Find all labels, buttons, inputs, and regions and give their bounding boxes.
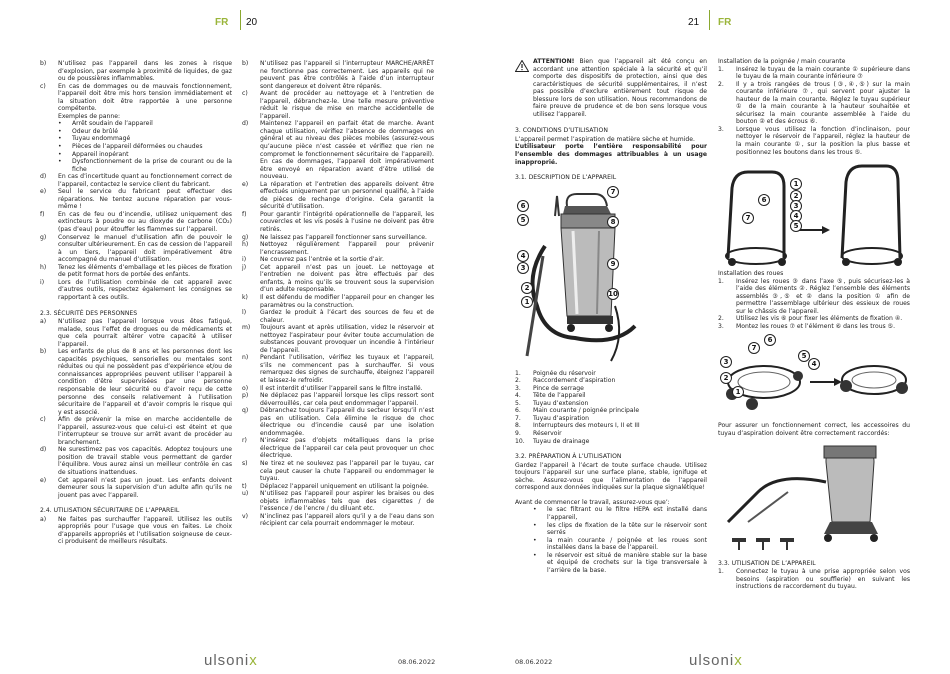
page-number: 21 (688, 17, 700, 28)
item-label: d) (40, 173, 47, 181)
item-text: En cas de feu ou d’incendie, utilisez uniquement des extincteurs à poudre ou au dioxyde de carbone (CO₂) (pas d’eau) pour étouffer les flammes sur l’appareil. (58, 210, 232, 234)
item-label: c) (40, 82, 46, 90)
list-item (242, 211, 434, 234)
item-text: Maintenez l’appareil en parfait état de marche. Avant chaque utilisation, vérifiez l’absence de dommages en général et au niveau des pièces mobiles (assurez-vous qu’aucune pièce n’est cassée et vérifiez que rien ne compromet le fonctionnement sécuritaire de l’appareil). En cas de dommages, l’appareil doit impérativement être envoyé en réparation avant d’être utilisé de nouveau. (260, 120, 434, 181)
item-text: Il est interdit d’utiliser l’appareil sans le filtre installé. (260, 384, 423, 392)
item-text: Ne couvrez pas l’entrée et la sortie d’air. (260, 256, 384, 264)
wheels-illustration (718, 332, 910, 422)
list-item (40, 348, 232, 416)
section-3-text: L’appareil permet l’aspiration de matière sèche et humide. (515, 135, 695, 143)
item-text: Afin de prévenir la mise en marche accidentelle de l’appareil, assurez-vous que celui-ci est éteint et que l’interrupteur se trouve sur arrêt avant de procéder au branchement. (58, 416, 232, 446)
callout-number: 7 (742, 212, 754, 224)
item-number: 1. (515, 369, 521, 377)
list-item (40, 446, 232, 476)
item-text: La réparation et l’entretien des appareils doivent être effectués uniquement par un personnel qualifié, à l’aide de pièces de rechange d’origine. Cela garantit la sécurité d’utilisation. (260, 180, 434, 211)
item-text: Cet appareil n’est pas un jouet. Les enfants doivent demeurer sous la supervision d’un adulte afin qu’ils ne jouent pas avec l’appareil. (58, 476, 232, 499)
list-item (242, 385, 434, 393)
bullet-dot: • (58, 143, 62, 151)
item-text: Réservoir (533, 430, 562, 438)
item-label: e) (40, 476, 47, 484)
item-label: h) (40, 263, 47, 271)
item-number: 2. (718, 80, 724, 88)
wheels-install-title: Installation des roues (718, 270, 784, 278)
list-item (242, 483, 434, 491)
item-number: 2. (718, 315, 724, 323)
header-divider (709, 10, 710, 30)
bullet-dot: • (533, 506, 537, 514)
parts-list-item (515, 370, 707, 378)
callout-number: 6 (758, 194, 770, 206)
callout-number: 7 (748, 342, 760, 354)
parts-list (515, 370, 707, 445)
item-text: Il y a trois rangées de trous (③,④,⑤) sur la main courante inférieure ⑦, qui servent pour ajuster la hauteur de la main courante. Réglez le tuyau supérieur ① de la main courante à la hauteur souhaitée et sécurisez la main courante assemblée à l’aide du bouton ② et des écrous ⑥. (736, 80, 910, 126)
callout-number: 6 (764, 334, 776, 346)
item-text: Ne laissez pas l’appareil fonctionner sans surveillance. (260, 233, 427, 241)
item-text: Tenez les éléments d’emballage et les pièces de fixation de petit format hors de portée des enfants. (58, 263, 232, 279)
language-label: FR (215, 17, 229, 28)
callout-number: 10 (608, 289, 618, 298)
item-label: g) (242, 233, 249, 241)
callout-number: 2 (720, 372, 732, 384)
item-text: Seul le service du fabricant peut effectuer des réparations. Ne tentez aucune réparation par vous-même ! (58, 188, 232, 211)
section-3-2-text: Gardez l’appareil à l’écart de toute surface chaude. Utilisez toujours l’appareil sur une surface plane, stable, ignifuge et sèche. Assurez-vous que l’alimentation de l’appareil correspond aux données indiquées sur la plaque signalétique! (515, 461, 707, 492)
list-item (40, 477, 232, 500)
callout-number: 5 (517, 214, 529, 226)
bullet-text: Odeur de brûlé (72, 127, 118, 135)
item-text: Nettoyez régulièrement l’appareil pour prévenir l’encrassement. (260, 241, 434, 256)
item-number: 3. (515, 384, 521, 392)
item-label: q) (242, 407, 249, 415)
checklist-text: la main courante / poignée et les roues sont installées dans la base de l’appareil. (547, 536, 707, 552)
checklist-text: le réservoir est situé de manière stable sur la base et équipé de crochets sur la tige transversale à l’arrière de la base. (547, 551, 707, 574)
left-column-2 (242, 60, 434, 528)
list-item (40, 264, 232, 279)
bullet-item (58, 158, 232, 173)
item-text: Gardez le produit à l’écart des sources de feu et de chaleur. (260, 309, 434, 324)
parts-list-item (515, 438, 707, 446)
item-number: 7. (515, 414, 521, 422)
item-number: 10. (515, 437, 525, 445)
list-item (242, 513, 434, 528)
item-label: g) (40, 233, 47, 241)
callout-number: 1 (732, 386, 744, 398)
handle-step (718, 126, 910, 156)
callout-number: 7 (607, 186, 619, 198)
section-3-1-title: 3.1. DESCRIPTION DE L’APPAREIL (515, 174, 617, 182)
parts-list-item (515, 407, 707, 415)
list-item (40, 211, 232, 234)
section-3-title: 3. CONDITIONS D’UTILISATION (515, 127, 608, 135)
item-text: N’inclinez pas l’appareil alors qu’il y a de l’eau dans son récipient car cela pourrait endommager le moteur. (260, 512, 434, 528)
item-text: Utilisez les vis ⑥ pour fixer les éléments de fixation ④. (736, 315, 903, 323)
item-label: a) (40, 318, 47, 326)
bullet-item (58, 120, 232, 128)
item-label: i) (242, 256, 247, 264)
callout-number: 3 (517, 262, 529, 274)
item-label: i) (40, 278, 45, 286)
list-item (242, 241, 434, 256)
item-text: Insérez les roues ③ dans l’axe ⑤, puis sécurisez-les à l’aide des éléments ②. Réglez l’ensemble des éléments assemblés ③,⑤ et ② dans la position ① afin de permettre l’assemblage ultérieur des essieux de roues sur le châssis de l’appareil. (736, 277, 910, 315)
callout-number: 5 (798, 350, 810, 362)
bullet-text: Dysfonctionnement de la prise de courant ou de la fiche (72, 158, 232, 173)
bullet-text: Tuyau endommagé (72, 135, 131, 143)
bullet-dot: • (58, 127, 62, 135)
list-item (242, 437, 434, 460)
left-column-1 (40, 60, 232, 546)
section-heading: 2.3. SÉCURITÉ DES PERSONNES (40, 309, 138, 317)
item-text: Conservez le manuel d’utilisation afin de pouvoir le consulter ultérieurement. En cas de cession de l’appareil à un tiers, l’appareil doit impérativement être accompagné du manuel d’utilisation. (58, 233, 232, 264)
item-label: l) (242, 309, 247, 317)
bullet-dot: • (58, 150, 62, 158)
item-label: b) (40, 60, 47, 67)
list-item (242, 407, 434, 437)
language-label: FR (718, 17, 732, 28)
bullet-text: Appareil inopérant (72, 150, 129, 158)
wheel-steps (718, 278, 910, 331)
list-item (242, 294, 434, 309)
item-label: m) (242, 324, 251, 332)
item-label: b) (40, 348, 47, 356)
attention-block (515, 58, 707, 118)
list-item (242, 60, 434, 90)
item-label: p) (242, 392, 249, 400)
list-item (242, 490, 434, 513)
item-text: Main courante / poignée principale (533, 407, 640, 415)
item-label: c) (242, 90, 248, 98)
section-3-3-title: 3.3. UTILISATION DE L’APPAREIL (718, 559, 816, 567)
item-label: c) (40, 416, 46, 424)
list-item (242, 264, 434, 294)
list-item (242, 324, 434, 354)
item-number: 1. (718, 65, 724, 73)
item-text: Tuyau de drainage (533, 437, 590, 445)
section-3-responsibility: L’utilisateur porte l’entière responsabilité pour l’ensemble des dommages attribuables à un usage inapproprié. (515, 143, 707, 166)
list-item (242, 234, 434, 242)
usage-step: 1. Connectez le tuyau à une prise appropriée selon vos besoins (aspiration ou soufflerie) en suivant les instructions de raccordement du tuyau. (718, 568, 910, 591)
callout-number: 4 (517, 250, 529, 262)
list-item (40, 279, 232, 302)
callout-number: 6 (517, 200, 529, 212)
item-label: e) (242, 180, 249, 188)
item-label: d) (40, 446, 47, 454)
list-item (40, 234, 232, 264)
callout-number: 1 (790, 178, 802, 190)
item-label: d) (242, 120, 249, 128)
list-item (242, 392, 434, 407)
list-item (40, 60, 232, 83)
list-item (242, 460, 434, 483)
item-text: Pince de serrage (533, 384, 584, 392)
item-label: b) (242, 60, 249, 67)
callout-number: 9 (607, 258, 619, 270)
item-text: Toujours avant et après utilisation, videz le réservoir et nettoyez l’aspirateur pour éviter toute accumulation de substances pouvant provoquer un incendie à l’intérieur de l’appareil. (260, 324, 434, 354)
item-text: Lorsque vous utilisez la fonction d’inclinaison, pour nettoyer le réservoir de l’appareil, réglez la hauteur de la main courante ①, sur la position la plus basse et positionnez les boutons dans les trous ⑤. (736, 125, 910, 156)
callout-number: 4 (790, 210, 802, 222)
item-text: Cet appareil n’est pas un jouet. Le nettoyage et l’entretien ne doivent pas être effectués par des enfants, à moins qu’ils se trouvent sous la supervision d’un adulte responsable. (260, 263, 434, 294)
item-number: 6. (515, 407, 521, 415)
item-text: Poignée du réservoir (533, 369, 596, 377)
wheel-step (718, 278, 910, 316)
list-item (40, 416, 232, 446)
item-number: 5. (515, 399, 521, 407)
item-label: f) (242, 210, 247, 218)
handle-steps (718, 66, 910, 157)
accessories-diagram (718, 442, 910, 552)
item-text: Ne déplacez pas l’appareil lorsque les clips ressort sont déverrouillés, car cela peut endommager l’appareil. (260, 392, 434, 407)
item-label: s) (242, 459, 248, 467)
callout-number: 2 (521, 282, 533, 294)
item-text: Lors de l’utilisation combinée de cet appareil avec d’autres outils, respectez également les consignes se rapportant à ces outils. (58, 278, 232, 301)
item-label: v) (242, 512, 248, 520)
checklist-text: le sac filtrant ou le filtre HEPA est installé dans l’appareil, (547, 506, 707, 521)
item-text: N’utilisez pas l’appareil pour aspirer les braises ou des objets inflammables tels que des cigarettes / de l’essence / de l’encre / du diluant etc. (260, 490, 434, 513)
bullet-dot: • (533, 551, 537, 559)
parts-list-item (515, 430, 707, 438)
item-text: Il est défendu de modifier l’appareil pour en changer les paramètres ou la construction. (260, 293, 434, 309)
list-item (242, 354, 434, 384)
callout-number: 8 (607, 216, 619, 228)
item-text: Montez les roues ⑦ et l’élément ⑥ dans les trous ⑤. (736, 322, 896, 330)
wheel-step (718, 315, 910, 323)
item-label: k) (242, 293, 248, 301)
item-number: 3. (718, 322, 724, 330)
item-label: o) (242, 384, 249, 392)
handle-step (718, 66, 910, 81)
item-text: Pour garantir l’intégrité opérationnelle de l’appareil, les couvercles et les vis posés à l’usine ne doivent pas être retirés. (260, 210, 434, 234)
right-column-2 (718, 58, 910, 591)
item-number: 8. (515, 422, 521, 430)
footer-date: 08.06.2022 (515, 658, 553, 666)
bullet-dot: • (58, 120, 62, 128)
parts-list-item (515, 392, 707, 400)
section-3-2-title: 3.2. PRÉPARATION À L’UTILISATION (515, 453, 622, 461)
item-label: h) (242, 241, 249, 249)
checklist-text: les clips de fixation de la tête sur le réservoir sont serrés (547, 521, 707, 537)
item-text: Ne tirez et ne soulevez pas l’appareil par le tuyau, car cela peut causer la chute l’appareil ou endommager le tuyau. (260, 459, 434, 483)
callout-number: 5 (790, 220, 802, 232)
list-item (40, 83, 232, 113)
item-number: 3. (718, 125, 724, 133)
list-item (40, 188, 232, 211)
list-item (242, 256, 434, 264)
accessories-illustration (718, 442, 910, 552)
list-item (242, 90, 434, 120)
item-text: Déplacez l’appareil uniquement en utilisant la poignée. (260, 482, 429, 490)
item-label: a) (40, 515, 47, 523)
vacuum-illustration (515, 186, 707, 368)
item-text: Raccordement d’aspiration (533, 377, 616, 385)
wheel-step (718, 323, 910, 331)
item-label: u) (242, 490, 249, 498)
list-item (242, 181, 434, 211)
item-text: Insérez le tuyau de la main courante ① supérieure dans le tuyau de la main courante inférieure ⑦ (736, 65, 910, 81)
list-item (40, 516, 232, 546)
item-text: Pendant l’utilisation, vérifiez les tuyaux et l’appareil, s’ils ne commencent pas à surchauffer. Si vous remarquez des signes de surchauffe, éteignez l’appareil et laissez-le refroidir. (260, 354, 434, 384)
warning-icon (515, 58, 533, 118)
bullet-item (58, 143, 232, 151)
brand-logo: ulsonix (689, 652, 743, 669)
section-3-2-check-intro: Avant de commencer le travail, assurez-vous que’: (515, 498, 670, 506)
bullet-text: Pièces de l’appareil déformées ou chaudes (72, 143, 203, 151)
callout-number: 3 (720, 356, 732, 368)
checklist-item (533, 506, 707, 521)
item-label: j) (242, 263, 247, 271)
bullet-dot: • (533, 521, 537, 529)
item-label: n) (242, 354, 249, 362)
item-text: En cas de dommages ou de mauvais fonctionnement, l’appareil doit être mis hors tension immédiatement et la situation doit être rapportée à une personne compétente. (58, 82, 232, 113)
checklist-item (533, 522, 707, 537)
parts-list-item (515, 422, 707, 430)
bullet-dot: • (58, 135, 62, 143)
right-column-1 (515, 58, 707, 574)
item-text: N’utilisez pas l’appareil dans les zones à risque d’explosion, par exemple à proximité de liquides, de gaz ou de poussières inflammables. (58, 60, 232, 83)
list-item (242, 309, 434, 324)
accessories-text: Pour assurer un fonctionnement correct, les accessoires du tuyau d’aspiration doivent être correctement raccordés: (718, 422, 910, 438)
handle-install-title: Installation de la poignée / main courante (718, 58, 846, 65)
bullet-item (58, 135, 232, 143)
brand-logo: ulsonix (204, 652, 258, 669)
item-text: N’utilisez pas l’appareil lorsque vous êtes fatigué, malade, sous l’effet de drogues ou de médicaments et que cela pourrait altérer votre capacité à utiliser l’appareil. (58, 318, 232, 348)
item-text: En cas d’incertitude quant au fonctionnement correct de l’appareil, contactez le service client du fabricant. (58, 173, 232, 188)
callout-number: 3 (790, 200, 802, 212)
item-number: 4. (515, 392, 521, 400)
item-text: N’insérez pas d’objets métalliques dans la prise électrique de l’appareil car cela peut provoquer un choc électrique. (260, 437, 434, 460)
list-item (40, 173, 232, 188)
handle-diagram (718, 158, 910, 270)
section-heading: 2.4. UTILISATION SÉCURITAIRE DE L’APPAREIL (40, 507, 180, 515)
bullet-dot: • (533, 536, 537, 544)
bullet-dot: • (58, 158, 62, 166)
item-number: 2. (515, 377, 521, 385)
item-text: Interrupteurs des moteurs I, II et III (533, 422, 640, 430)
checklist-item (533, 537, 707, 552)
item-text: Ne surestimez pas vos capacités. Adoptez toujours une position de travail stable vous permettant de garder l’équilibre. Vous aurez ainsi un meilleur contrôle en cas de situations inattendues. (58, 446, 232, 476)
list-item (242, 120, 434, 180)
item-text: Ne faites pas surchauffer l’appareil. Utilisez les outils appropriés pour l’usage que vous en faites. Le choix d’appareils appropriés et l’utilisation soigneuse de ceux-ci produisent de meilleurs résultats. (58, 515, 232, 546)
right-page (475, 0, 950, 674)
item-text: Tuyau d’aspiration (533, 414, 589, 422)
footer-date: 08.06.2022 (398, 658, 436, 666)
attention-text: Bien que l’appareil ait été conçu en accordant une attention spéciale à la sécurité et qu’il comporte des dispositifs de protection, ainsi que des caractéristiques de sécurité supplémentaires, il n’est pas possible d’exclure entièrement tout risque de blessure lors de son utilisation. Nous recommandons de faire preuve de prudence et de bon sens lorsque vous utilisez l’appareil. (533, 58, 707, 118)
item-label: t) (242, 482, 247, 490)
sub-heading: Exemples de panne: (58, 112, 121, 120)
item-text: Les enfants de plus de 8 ans et les personnes dont les capacités psychiques, sensorielles ou mentales sont réduites ou qui ne possèdent pas d’expérience et/ou de connaissances appropriées peuvent utiliser l’appareil à condition d’être supervisées par une personne responsable de leur sécurité ou d’avoir reçu de cette personne des conseils relativement à l’utilisation sécuritaire de l’appareil et d’avoir compris le risque qui y est associé. (58, 348, 232, 416)
item-text: Avant de procéder au nettoyage et à l’entretien de l’appareil, débranchez-le. Une telle mesure préventive réduit le risque de mise en marche accidentelle de l’appareil. (260, 90, 434, 120)
list-item (40, 318, 232, 348)
callout-number: 4 (808, 358, 820, 370)
item-label: e) (40, 188, 47, 196)
wheels-diagram (718, 332, 910, 422)
item-label: f) (40, 210, 45, 218)
item-text: N’utilisez pas l’appareil si l’interrupteur MARCHE/ARRÊT ne fonctionne pas correctement. Les appareils qui ne peuvent pas être contrôlés à l’aide d’un interrupteur sont dangereux et doivent être réparés. (260, 60, 434, 90)
vacuum-diagram (515, 186, 707, 368)
item-number: 1. (718, 277, 724, 285)
item-label: r) (242, 437, 247, 445)
bullet-text: Arrêt soudain de l’appareil (72, 120, 153, 128)
callout-number: 2 (790, 190, 802, 202)
item-text: Tête de l’appareil (533, 392, 586, 400)
item-number: 9. (515, 430, 521, 438)
parts-list-item (515, 377, 707, 385)
parts-list-item (515, 415, 707, 423)
callout-number: 1 (521, 296, 533, 308)
header-divider (240, 10, 241, 30)
checklist-item (533, 552, 707, 575)
checklist (515, 506, 707, 574)
item-text: Tuyau d’extension (533, 399, 589, 407)
page-number: 20 (246, 17, 258, 28)
bullet-item (58, 151, 232, 159)
handle-step (718, 81, 910, 126)
attention-label: ATTENTION! (533, 58, 575, 65)
item-text: Débranchez toujours l’appareil du secteur lorsqu’il n’est pas en utilisation. Cela élimine le risque de choc électrique ou d’incendie causé par une isolation endommagée. (260, 407, 434, 437)
